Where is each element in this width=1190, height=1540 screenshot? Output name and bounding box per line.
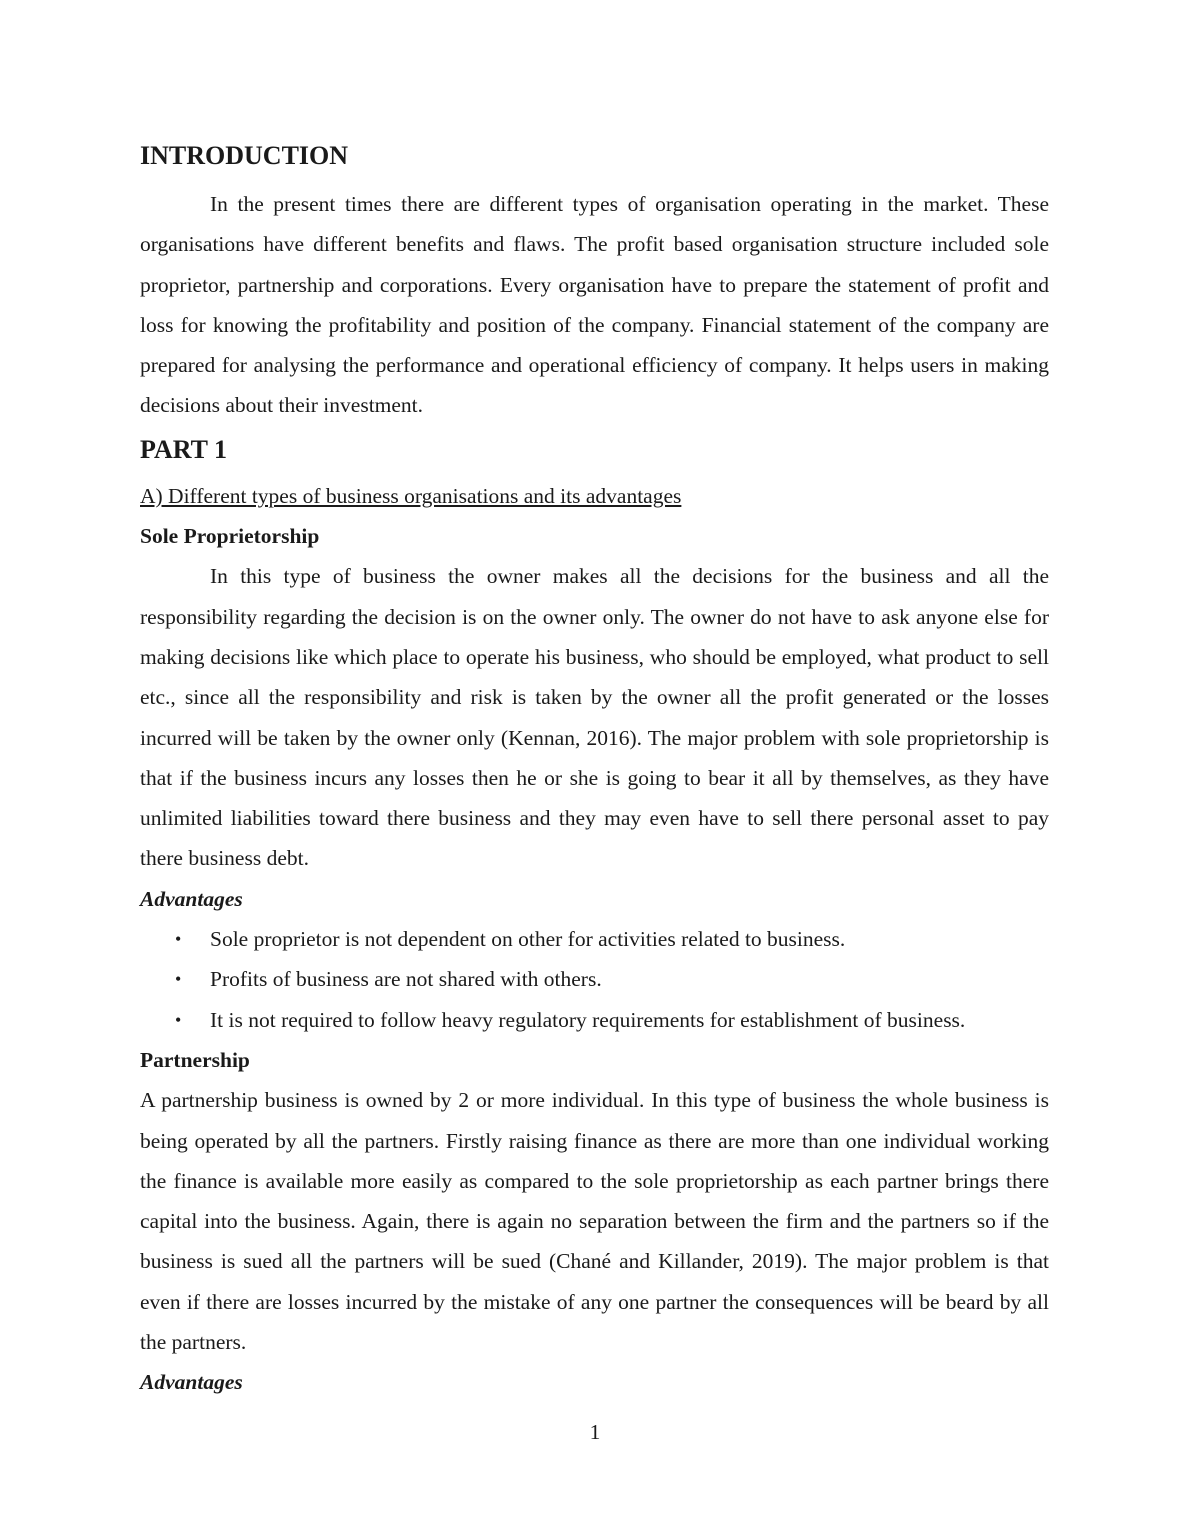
list-item-text: It is not required to follow heavy regulatory requirements for establishment of business. (210, 1007, 966, 1032)
document-page (140, 138, 1049, 1403)
page-number: 1 (589, 1420, 601, 1444)
introduction-paragraph: In the present times there are different types of organisation operating in the market. These organisations have different benefits and flaws. The profit based organisation structure included sole proprietor, partnership and corporations. Every organisation have to prepare the statement of profit and loss for knowing the profitability and position of the company. Financial statement of the company are prepared for analysing the performance and operational efficiency of company. It helps users in making decisions about their investment. (140, 192, 1049, 418)
partnership-paragraph: A partnership business is owned by 2 or more individual. In this type of business the whole business is being operated by all the partners. Firstly raising finance as there are more than one individual working the finance is available more easily as compared to the sole proprietorship as each partner brings there capital into the business. Again, there is again no separation between the firm and the partners so if the business is sued all the partners will be sued (Chané and Killander, 2019). The major problem is that even if there are losses incurred by the mistake of any one partner the consequences will be beard by all the partners. (140, 1088, 1049, 1355)
sole-proprietorship-paragraph: In this type of business the owner makes all the decisions for the business and all the responsibility regarding the decision is on the owner only. The owner do not have to ask anyone else for making decisions like which place to operate his business, who should be employed, what product to sell etc., since all the responsibility and risk is taken by the owner all the profit generated or the losses incurred will be taken by the owner only (Kennan, 2016). The major problem with sole proprietorship is that if the business incurs any losses then he or she is going to bear it all by themselves, as they have unlimited liabilities toward there business and they may even have to sell there personal asset to pay there business debt. (140, 564, 1049, 871)
bullet-icon: • (175, 969, 182, 990)
list-item (140, 959, 1049, 999)
list-item-text: Sole proprietor is not dependent on other for activities related to business. (210, 927, 846, 952)
sole-proprietorship-heading: Sole Proprietorship (140, 524, 320, 549)
list-item (140, 919, 1049, 959)
bullet-icon: • (175, 929, 182, 950)
partnership-heading: Partnership (140, 1047, 250, 1072)
sole-advantages-heading: Advantages (140, 886, 243, 911)
partnership-advantages-heading: Advantages (140, 1370, 243, 1395)
section-a-subheading: A) Different types of business organisations and its advantages (140, 483, 682, 508)
list-item (140, 1000, 1049, 1040)
list-item-text: Profits of business are not shared with others. (210, 967, 602, 992)
sole-advantages-list (140, 919, 1049, 1040)
introduction-heading: INTRODUCTION (140, 141, 349, 170)
part-1-heading: PART 1 (140, 434, 227, 464)
bullet-icon: • (175, 1009, 182, 1030)
